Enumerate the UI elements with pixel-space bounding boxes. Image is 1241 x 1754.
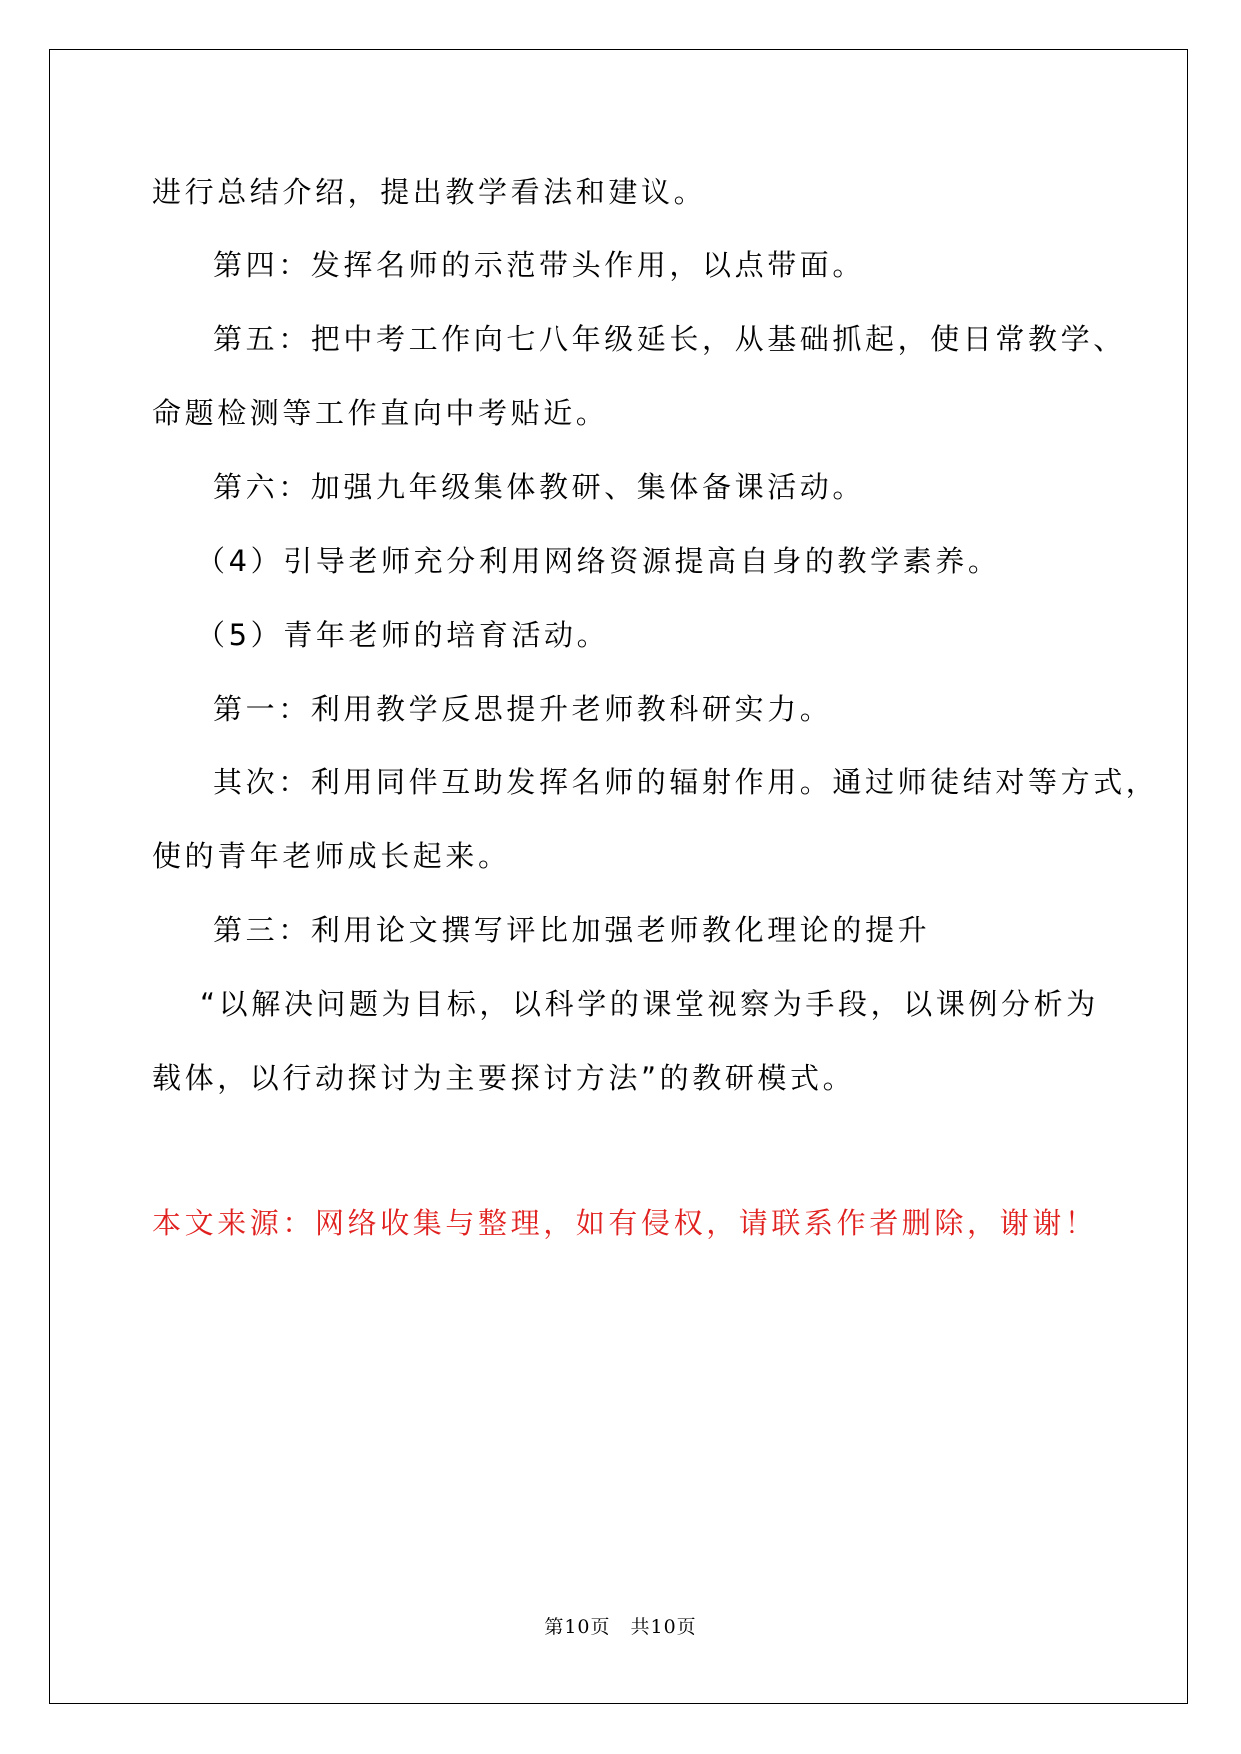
- paragraph-line: 第四：发挥名师的示范带头作用，以点带面。: [213, 248, 866, 282]
- paragraph-line: “以解决问题为目标，以科学的课堂视察为手段，以课例分析为: [200, 987, 1099, 1021]
- source-notice: 本文来源：网络收集与整理，如有侵权，请联系作者删除，谢谢！: [152, 1206, 1098, 1240]
- paragraph-line: 第六：加强九年级集体教研、集体备课活动。: [213, 470, 866, 504]
- paragraph-line: 命题检测等工作直向中考贴近。: [152, 396, 609, 430]
- paragraph-line: 进行总结介绍，提出教学看法和建议。: [152, 175, 707, 209]
- page-number: 第10页 共10页: [544, 1616, 697, 1638]
- paragraph-line: （5）青年老师的培育活动。: [196, 618, 610, 652]
- paragraph-line: 第一：利用教学反思提升老师教科研实力。: [213, 692, 833, 726]
- paragraph-line: 使的青年老师成长起来。: [152, 839, 511, 873]
- paragraph-line: （4）引导老师充分利用网络资源提高自身的教学素养。: [196, 544, 1001, 578]
- paragraph-line: 载体，以行动探讨为主要探讨方法”的教研模式。: [152, 1061, 856, 1095]
- paragraph-line: 第三：利用论文撰写评比加强老师教化理论的提升: [213, 913, 931, 947]
- page-border: [49, 49, 1188, 1704]
- paragraph-line: 第五：把中考工作向七八年级延长，从基础抓起，使日常教学、: [213, 322, 1126, 356]
- paragraph-line: 其次：利用同伴互助发挥名师的辐射作用。通过师徒结对等方式，: [213, 765, 1159, 799]
